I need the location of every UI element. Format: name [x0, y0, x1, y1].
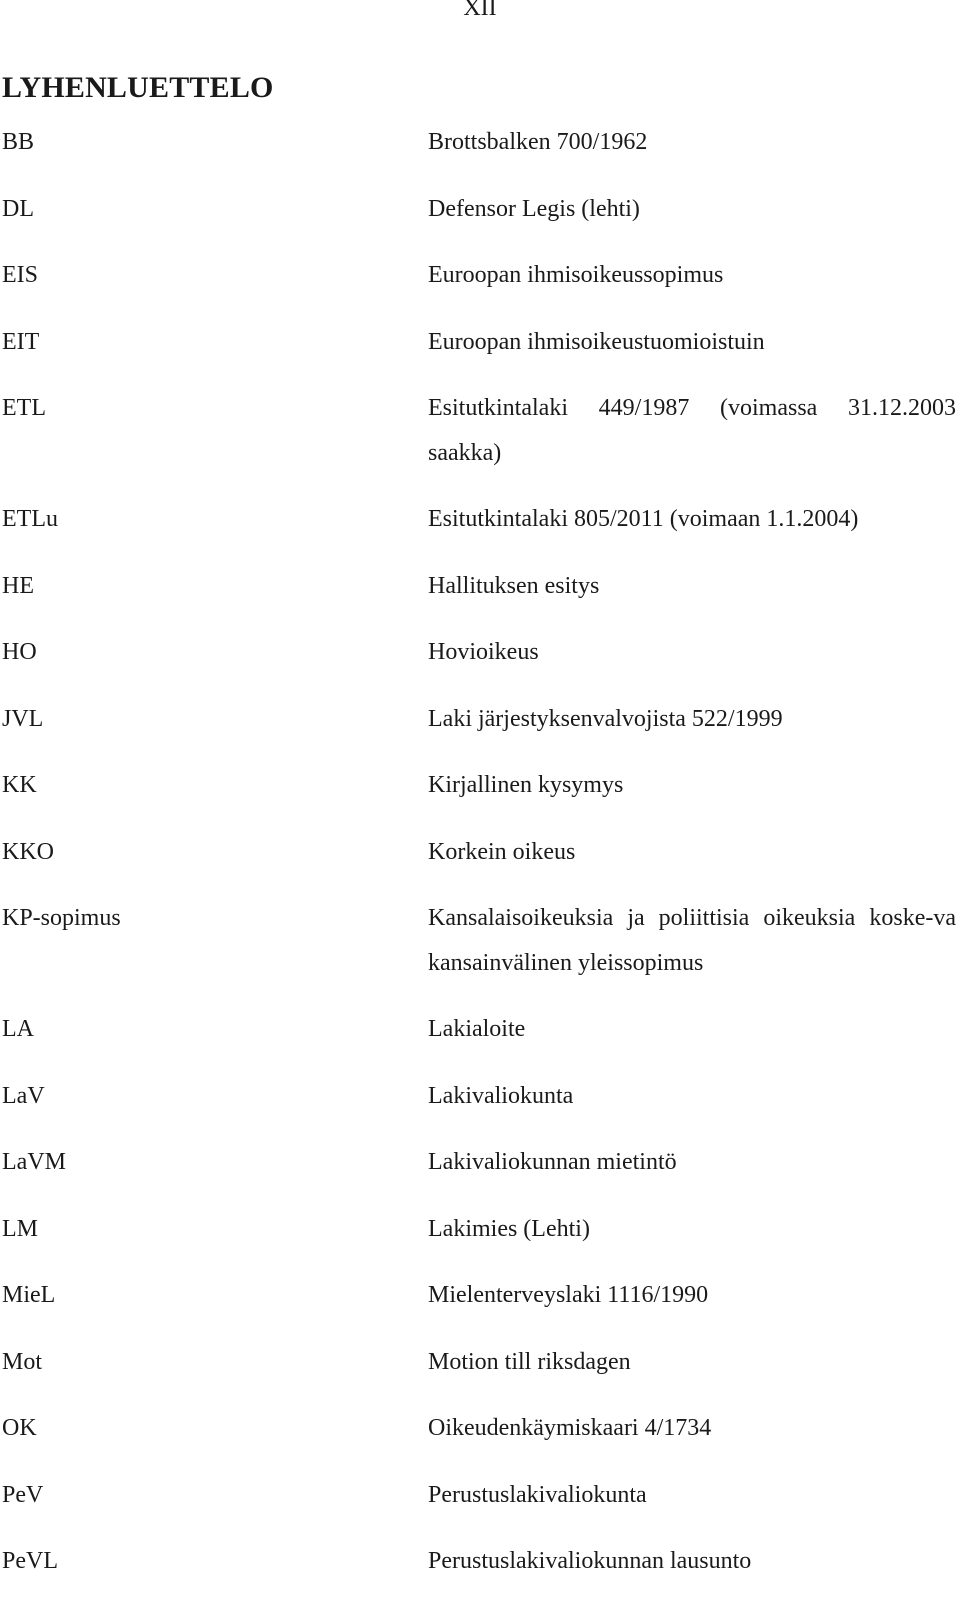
abbreviation: BB — [2, 129, 35, 155]
definition: Oikeudenkäymiskaari 4/1734 — [428, 1415, 712, 1441]
definition: Mielenterveyslaki 1116/1990 — [428, 1282, 709, 1308]
abbreviation: PeVL — [2, 1548, 58, 1574]
definition: Lakivaliokunnan mietintö — [428, 1149, 677, 1175]
definition: Laki järjestyksenvalvojista 522/1999 — [428, 705, 783, 732]
abbreviation-list — [0, 120, 960, 1606]
list-item — [0, 386, 960, 475]
abbreviation: KP-sopimus — [2, 905, 121, 931]
list-item — [0, 564, 960, 609]
list-item — [0, 253, 960, 298]
abbreviation: OK — [2, 1415, 37, 1441]
list-item — [0, 1207, 960, 1252]
abbreviation: LM — [2, 1215, 38, 1242]
abbreviation: DL — [2, 195, 34, 222]
abbreviation: ETLu — [2, 506, 58, 532]
definition: Lakivaliokunta — [428, 1082, 574, 1109]
definition: Korkein oikeus — [428, 838, 576, 865]
list-item — [0, 1140, 960, 1185]
abbreviation: PeV — [2, 1481, 44, 1508]
abbreviation: Mot — [2, 1348, 43, 1375]
definition: Hovioikeus — [428, 639, 539, 665]
list-item — [0, 1340, 960, 1385]
definition: Lakialoite — [428, 1016, 526, 1042]
abbreviation: MieL — [2, 1282, 56, 1308]
abbreviation: KKO — [2, 838, 54, 865]
list-item — [0, 830, 960, 875]
definition: Defensor Legis (lehti) — [428, 195, 640, 222]
abbreviation: EIS — [2, 262, 38, 288]
list-item — [0, 896, 960, 985]
list-item — [0, 763, 960, 808]
definition: Motion till riksdagen — [428, 1348, 631, 1375]
definition: Euroopan ihmisoikeustuomioistuin — [428, 328, 765, 355]
list-item — [0, 1273, 960, 1318]
abbreviation: EIT — [2, 328, 40, 355]
list-item — [0, 1406, 960, 1451]
list-item — [0, 1473, 960, 1518]
list-item — [0, 1074, 960, 1119]
definition: Lakimies (Lehti) — [428, 1215, 590, 1242]
abbreviation: HO — [2, 639, 37, 665]
definition: Hallituksen esitys — [428, 572, 600, 599]
definition: Perustuslakivaliokunnan lausunto — [428, 1548, 752, 1574]
definition: Brottsbalken 700/1962 — [428, 129, 648, 155]
list-item — [0, 497, 960, 542]
definition: Kansalaisoikeuksia ja poliittisia oikeuksia koske-va kansainvälinen yleissopimus — [428, 905, 956, 976]
definition: Kirjallinen kysymys — [428, 772, 624, 798]
list-item — [0, 320, 960, 365]
abbreviation: LaVM — [2, 1149, 66, 1175]
list-item — [0, 1007, 960, 1052]
abbreviation: JVL — [2, 705, 44, 732]
abbreviation: KK — [2, 772, 37, 798]
abbreviation: ETL — [2, 395, 46, 421]
definition: Esitutkintalaki 449/1987 (voimassa 31.12.2003 saakka) — [428, 395, 956, 466]
list-item — [0, 187, 960, 232]
definition: Esitutkintalaki 805/2011 (voimaan 1.1.2004) — [428, 506, 859, 532]
abbreviation: HE — [2, 572, 34, 599]
page-title: LYHENLUETTELO — [2, 71, 274, 104]
list-item — [0, 1539, 960, 1584]
list-item — [0, 697, 960, 742]
page-number: XII — [463, 0, 497, 21]
abbreviation: LA — [2, 1016, 34, 1042]
list-item — [0, 120, 960, 165]
list-item — [0, 630, 960, 675]
definition: Perustuslakivaliokunta — [428, 1481, 647, 1508]
definition: Euroopan ihmisoikeussopimus — [428, 262, 724, 288]
abbreviation: LaV — [2, 1082, 45, 1109]
